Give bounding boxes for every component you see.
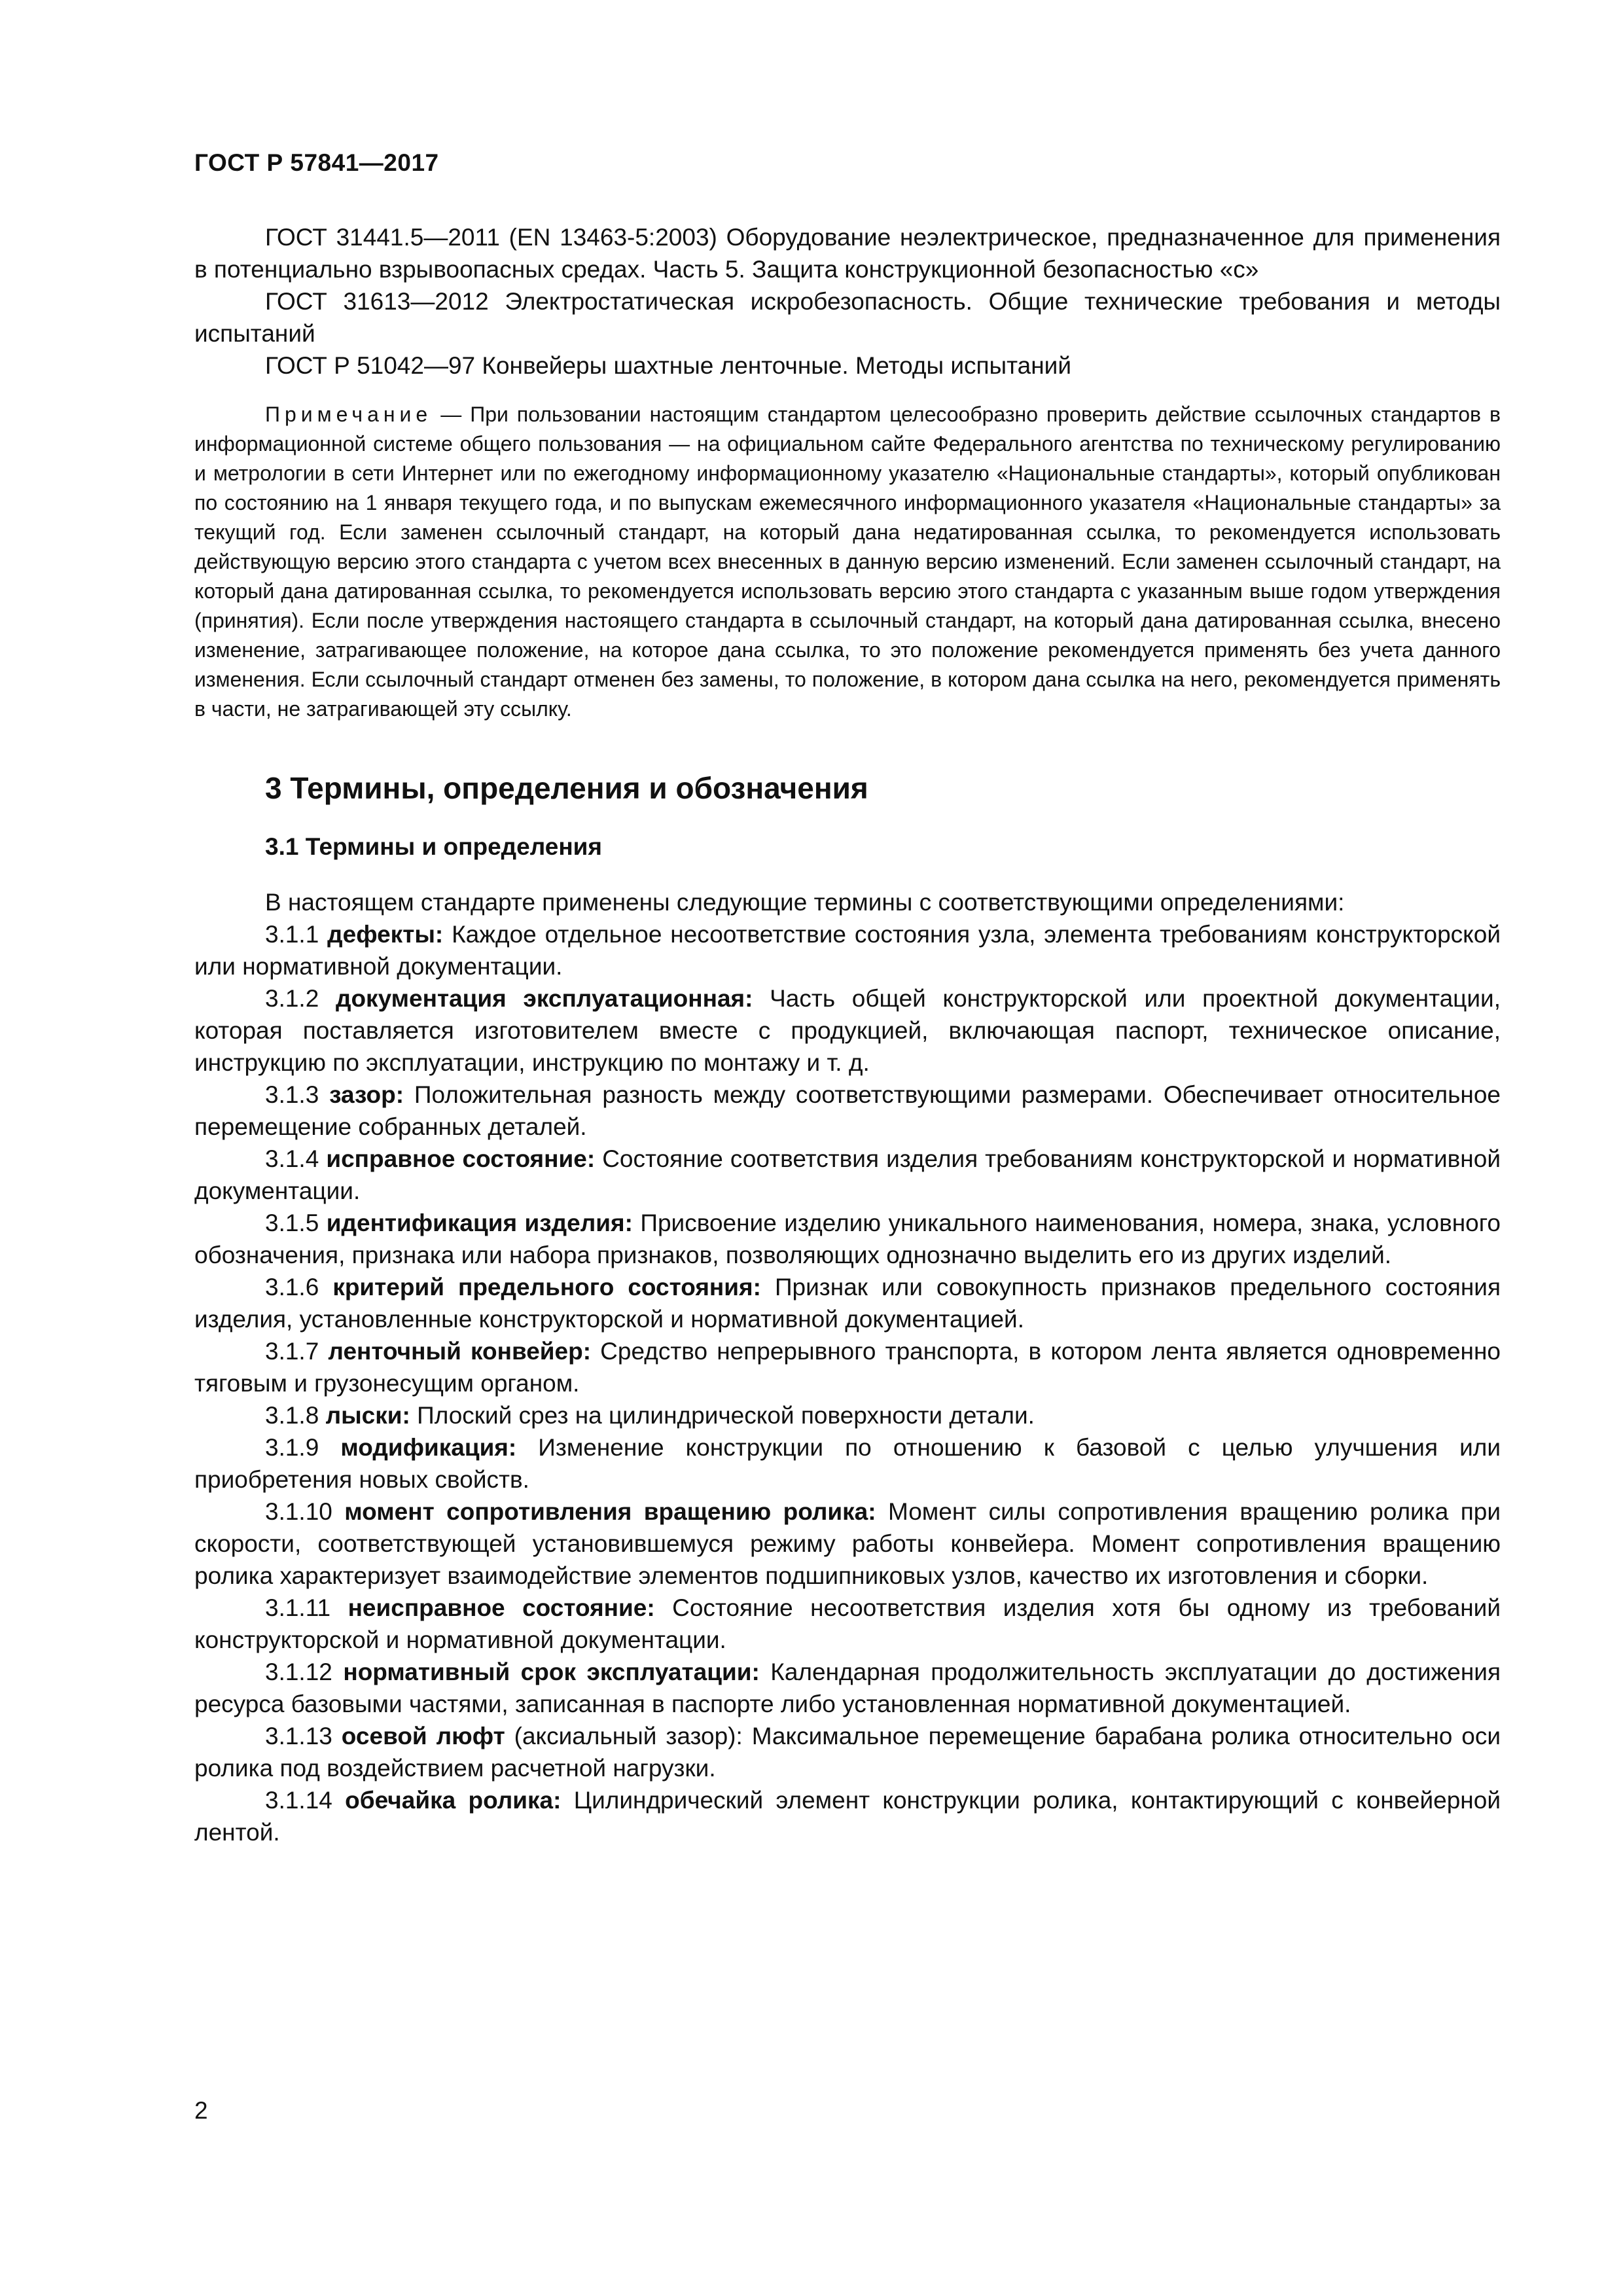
term-number: 3.1.2	[265, 985, 336, 1012]
term-name: обечайка ролика:	[345, 1787, 562, 1814]
term-entry	[194, 1496, 1501, 1592]
term-name: дефекты:	[327, 921, 444, 948]
term-entry	[194, 1335, 1501, 1399]
term-definition: Присвоение изделию уникального наименования, номера, знака, условного обозначения, признака или набора признаков, позволяющих однозначно выделить его из других изделий.	[194, 1210, 1501, 1268]
term-name: ленточный конвейер:	[328, 1338, 592, 1365]
page-number: 2	[194, 2097, 208, 2124]
document-header: ГОСТ Р 57841—2017	[194, 149, 439, 176]
term-name: осевой люфт	[341, 1723, 505, 1749]
term-name: модификация:	[340, 1434, 517, 1461]
term-definition: Состояние соответствия изделия требованиям конструкторской и нормативной документации.	[194, 1145, 1501, 1204]
term-definition: Признак или совокупность признаков предельного состояния изделия, установленные конструкторской и нормативной документацией.	[194, 1274, 1501, 1333]
term-definition: Плоский срез на цилиндрической поверхности детали.	[410, 1402, 1035, 1429]
term-entry	[194, 1656, 1501, 1720]
term-definition: Положительная разность между соответствующими размерами. Обеспечивает относительное перемещение собранных деталей.	[194, 1081, 1501, 1140]
term-name: исправное состояние:	[326, 1145, 596, 1172]
term-name: неисправное состояние:	[348, 1594, 655, 1621]
term-definition: Часть общей конструкторской или проектной документации, которая поставляется изготовителем вместе с продукцией, включающая паспорт, техническое описание, инструкцию по эксплуатации, инструкцию по монтажу и т. д.	[194, 985, 1501, 1076]
term-entry	[194, 1592, 1501, 1656]
term-number: 3.1.3	[265, 1081, 330, 1108]
term-number: 3.1.8	[265, 1402, 326, 1429]
term-definition: Изменение конструкции по отношению к базовой с целью улучшения или приобретения новых свойств.	[194, 1434, 1501, 1493]
term-number: 3.1.5	[265, 1210, 327, 1236]
term-number: 3.1.10	[265, 1498, 345, 1525]
note-label: Примечание	[265, 403, 433, 426]
term-number: 3.1.13	[265, 1723, 342, 1749]
reference-entry: ГОСТ 31613—2012 Электростатическая искробезопасность. Общие технические требования и методы испытаний	[194, 288, 1501, 347]
term-definition: Каждое отдельное несоответствие состояния узла, элемента требованиям конструкторской или нормативной документации.	[194, 921, 1501, 980]
term-entry	[194, 1720, 1501, 1784]
reference-entry: ГОСТ Р 51042—97 Конвейеры шахтные ленточные. Методы испытаний	[265, 352, 1072, 379]
term-entry	[194, 1399, 1501, 1431]
term-entry	[194, 982, 1501, 1079]
term-name: идентификация изделия:	[326, 1210, 633, 1236]
note-text: — При пользовании настоящим стандартом целесообразно проверить действие ссылочных стандартов в информационной системе общего пользования — на официальном сайте Федерального агентства по техническому регулированию и метрологии в сети Интернет или по ежегодному информационному указателю «Национальные стандарты», который опубликован по состоянию на 1 января текущего года, и по выпускам ежемесячного информационного указателя «Национальные стандарты» за текущий год. Если заменен ссылочный стандарт, на который дана недатированная ссылка, то рекомендуется использовать действующую версию этого стандарта с учетом всех внесенных в данную версию изменений. Если заменен ссылочный стандарт, на который дана датированная ссылка, то рекомендуется использовать версию этого стандарта с указанным выше годом утверждения (принятия). Если после утверждения настоящего стандарта в ссылочный стандарт, на который дана датированная ссылка, внесено изменение, затрагивающее положение, на которое дана ссылка, то это положение рекомендуется применять без учета данного изменения. Если ссылочный стандарт отменен без замены, то положение, в котором дана ссылка на него, рекомендуется применять в части, не затрагивающей эту ссылку.	[194, 403, 1501, 721]
term-entry	[194, 1207, 1501, 1271]
term-definition: Календарная продолжительность эксплуатации до достижения ресурса базовыми частями, записанная в паспорте либо установленная нормативной документацией.	[194, 1659, 1501, 1717]
section-intro: В настоящем стандарте применены следующие термины с соответствующими определениями:	[265, 889, 1345, 916]
note-paragraph	[194, 400, 1501, 724]
term-number: 3.1.1	[265, 921, 328, 948]
reference-entry: ГОСТ 31441.5—2011 (EN 13463-5:2003) Оборудование неэлектрическое, предназначенное для применения в потенциально взрывоопасных средах. Часть 5. Защита конструкционной безопасностью «с»	[194, 224, 1501, 283]
term-name: нормативный срок эксплуатации:	[343, 1659, 760, 1685]
term-number: 3.1.4	[265, 1145, 327, 1172]
term-definition: Состояние несоответствия изделия хотя бы одному из требований конструкторской и нормативной документации.	[194, 1594, 1501, 1653]
term-name: критерий предельного состояния:	[332, 1274, 761, 1300]
term-name: документация эксплуатационная:	[335, 985, 753, 1012]
term-definition: Средство непрерывного транспорта, в котором лента является одновременно тяговым и грузонесущим органом.	[194, 1338, 1501, 1397]
term-entry	[194, 918, 1501, 982]
term-entry	[194, 1431, 1501, 1496]
term-number: 3.1.14	[265, 1787, 346, 1814]
term-name: момент сопротивления вращению ролика:	[344, 1498, 876, 1525]
term-name: зазор:	[329, 1081, 404, 1108]
term-entry	[194, 1271, 1501, 1335]
term-definition: Момент силы сопротивления вращению ролика при скорости, соответствующей установившемуся режиму работы конвейера. Момент сопротивления вращению ролика характеризует взаимодействие элементов подшипниковых узлов, качество их изготовления и сборки.	[194, 1498, 1501, 1589]
term-entry	[194, 1143, 1501, 1207]
document-page	[194, 0, 1501, 2296]
subsection-heading: 3.1 Термины и определения	[265, 833, 603, 860]
term-entry	[194, 1079, 1501, 1143]
section-heading: 3 Термины, определения и обозначения	[265, 771, 868, 805]
document-body	[194, 221, 1501, 1848]
term-number: 3.1.6	[265, 1274, 333, 1300]
term-number: 3.1.12	[265, 1659, 344, 1685]
term-entry	[194, 1784, 1501, 1848]
term-definition: (аксиальный зазор): Максимальное перемещение барабана ролика относительно оси ролика под воздействием расчетной нагрузки.	[194, 1723, 1501, 1782]
term-name: лыски:	[325, 1402, 410, 1429]
term-number: 3.1.9	[265, 1434, 341, 1461]
term-number: 3.1.11	[265, 1594, 348, 1621]
term-definition: Цилиндрический элемент конструкции ролика, контактирующий с конвейерной лентой.	[194, 1787, 1501, 1846]
term-number: 3.1.7	[265, 1338, 329, 1365]
